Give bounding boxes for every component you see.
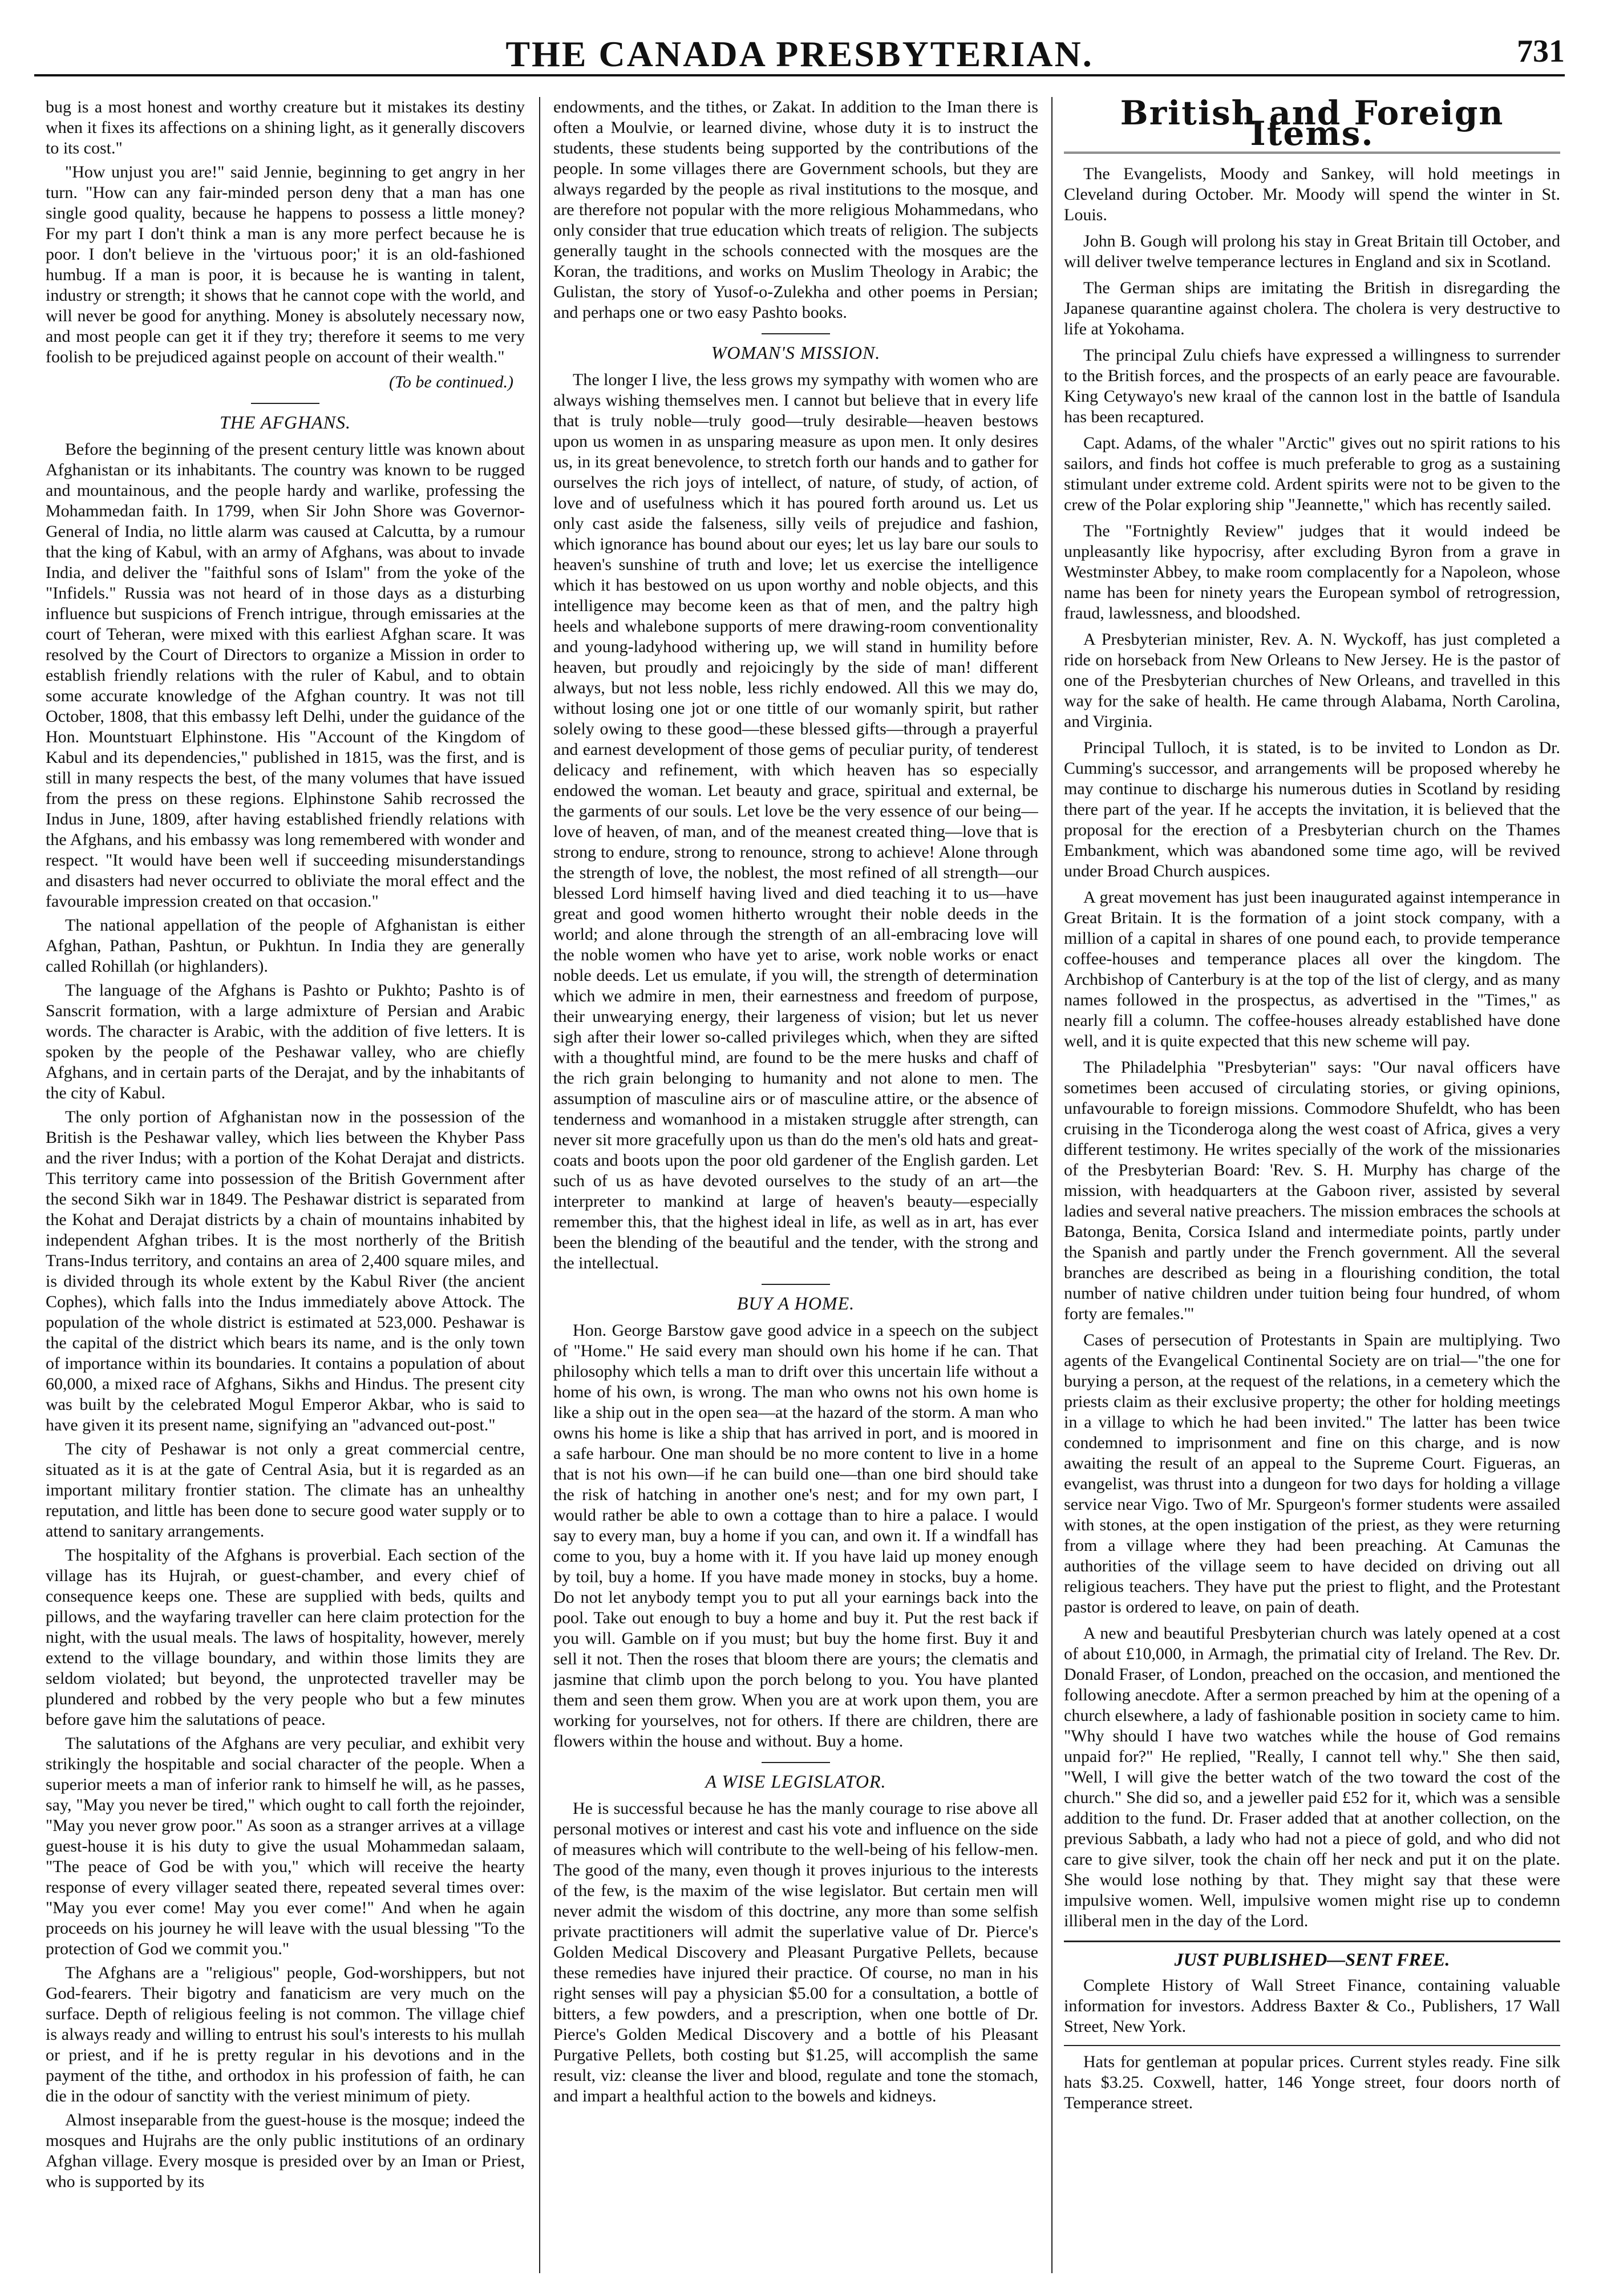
news-item: Capt. Adams, of the whaler "Arctic" gives out no spirit rations to his sailors, and finds hot coffee is much preferable to grog as a sustaining stimulant under extreme cold. Ardent spirits were not to be given to the crew of the Polar exploring ship "Jeannette," which has recently sailed. (1064, 434, 1560, 514)
news-item: Principal Tulloch, it is stated, is to be invited to London as Dr. Cumming's successor, and arrangements will be proposed whereby he may continue to discharge his numerous duties in Scotland by residing there part of the year. If he accepts the invitation, it is believed that the proposal for the erection of a Presbyterian church on the Thames Embankment, which was abandoned some time ago, will be revived under Broad Church auspices. (1064, 738, 1560, 880)
article-paragraph: Almost inseparable from the guest-house is the mosque; indeed the mosques and Hujrahs are the only public institutions of an ordinary Afghan village. Every mosque is presided over by an Iman or Priest, who is supported by its (46, 2111, 525, 2191)
article-paragraph: The hospitality of the Afghans is proverbial. Each section of the village has its Hujrah, or guest-chamber, and every chief of consequence keeps one. These are supplied with beds, quilts and pillows, and the wayfaring traveller can here claim protection for the night, with the usual meals. The laws of hospitality, however, merely extend to the village boundary, and within those limits they are seldom violated; but beyond, the unprotected traveller may be plundered and robbed by the very people who but a few minutes before gave him the salutations of peace. (46, 1546, 525, 1729)
article-paragraph: The salutations of the Afghans are very peculiar, and exhibit very strikingly the hospitable and social character of the people. When a superior meets a man of inferior rank to himself he will, as he passes, say, "May you never be tired," which ought to call forth the rejoinder, "May you never grow poor." As soon as a stranger arrives at a village guest-house it is his duty to give the usual Mohammedan salaam, "The peace of God be with you," which will receive the hearty response of every villager seated there, repeated several times over: "May you ever come! May you ever come!" And when he again proceeds on his journey he will leave with the usual blessing "To the protection of God we commit you." (46, 1734, 525, 1958)
column-2 (553, 97, 1038, 2273)
column-3 (1064, 97, 1560, 2273)
advert-title-just-published: JUST PUBLISHED—SENT FREE. (1064, 1941, 1560, 1970)
story-paragraph: bug is a most honest and worthy creature but it mistakes its destiny when it fixes its affections on a shining light, as it generally discovers to its cost." (46, 98, 525, 157)
advert-text: Complete History of Wall Street Finance, containing valuable information for investors. Address Baxter & Co., Publishers, 17 Wall Street, New York. (1064, 1976, 1560, 2036)
article-paragraph: The Afghans are a "religious" people, God-worshippers, but not God-fearers. Their bigotry and fanaticism are very much on the surface. Depth of religious feeling is not common. The village chief is always ready and willing to entrust his soul's interests to his mullah or priest, and if he is pretty regular in his devotions and in the payment of the tithe, and orthodox in his profession of faith, he can die in the odour of sanctity with the veriest minimum of piety. (46, 1963, 525, 2105)
article-paragraph: The language of the Afghans is Pashto or Pukhto; Pashto is of Sanscrit formation, with a large admixture of Persian and Arabic words. The character is Arabic, with the addition of five letters. It is spoken by the people of the Peshawar valley, who are chiefly Afghans, and in certain parts of the Derajat, and by the inhabitants of the city of Kabul. (46, 981, 525, 1102)
hats-advert: Hats for gentleman at popular prices. Current styles ready. Fine silk hats $3.25. Coxwell, hatter, 146 Yonge street, four doors north of Temperance street. (1064, 2045, 1560, 2113)
page-number: 731 (1517, 34, 1565, 69)
article-paragraph: The national appellation of the people of Afghanistan is either Afghan, Pathan, Pashtun, or Pukhtun. In India they are generally called Rohillah (or highlanders). (46, 916, 525, 976)
news-item: John B. Gough will prolong his stay in Great Britain till October, and will deliver twelve temperance lectures in England and six in Scotland. (1064, 232, 1560, 271)
article-paragraph: He is successful because he has the manly courage to rise above all personal motives or interest and cast his vote and influence on the side of measures which will contribute to the well-being of his fellow-men. The good of the many, even though it proves injurious to the interests of the few, is the maxim of the wise legislator. But certain men will never admit the wisdom of this doctrine, any more than some selfish private practitioners will admit the superlative value of Dr. Pierce's Golden Medical Discovery and Pleasant Purgative Pellets, because these remedies have injured their practice. Of course, no man in his right senses will pay a physician $5.00 for a consultation, a bottle of bitters, a few powders, and a prescription, when one bottle of Dr. Pierce's Golden Medical Discovery and a bottle of his Pleasant Purgative Pellets, both costing but $1.25, will accomplish the same result, viz: cleanse the liver and blood, regulate and tone the stomach, and impart a healthful action to the bowels and kidneys. (553, 1799, 1038, 2105)
news-item: A new and beautiful Presbyterian church was lately opened at a cost of about £10,000, in Armagh, the primatial city of Ireland. The Rev. Dr. Donald Fraser, of London, preached on the occasion, and mentioned the following anecdote. After a sermon preached by him at the opening of a church elsewhere, a lady of fashionable position in society came to him. "Why should I have two watches while the house of God remains unpaid for?" He replied, "Really, I cannot tell why." She then said, "Well, I will give the better watch of the two toward the cost of the church." She did so, and a jeweller paid £52 for it, which was a sensible addition to the fund. Dr. Fraser added that at another collection, on the previous Sabbath, a lady who had not a piece of gold, and who did not care to give silver, took the chain off her neck and put it on the plate. She would lose nothing by that. They might say that these were impulsive women. Well, impulsive women might rise up to condemn illiberal men in the day of the Lord. (1064, 1624, 1560, 1930)
news-item: A great movement has just been inaugurated against intemperance in Great Britain. It is the formation of a joint stock company, with a million of a capital in shares of one pound each, to provide temperance coffee-houses and temperance places all over the kingdom. The Archbishop of Canterbury is at the top of the list of clergy, and as many names followed in the prospectus, as advertised in the "Times," as nearly fill a column. The coffee-houses already established have done well, and it is quite expected that this new scheme will pay. (1064, 888, 1560, 1050)
article-title-womans-mission: WOMAN'S MISSION. (553, 333, 1038, 363)
news-item: The Evangelists, Moody and Sankey, will hold meetings in Cleveland during October. Mr. Moody will spend the winter in St. Louis. (1064, 164, 1560, 224)
column-divider (1051, 97, 1052, 2273)
article-title-buy-a-home: BUY A HOME. (553, 1284, 1038, 1313)
article-paragraph: Hon. George Barstow gave good advice in a speech on the subject of "Home." He said every man should own his home if he can. That philosophy which tells a man to drift over this uncertain life without a home of his own, is wrong. The man who owns not his own home is like a ship out in the open sea—at the hazard of the storm. A man who owns his home is like a ship that has arrived in port, and is moored in a safe harbour. One man should be no more content to live in a home that is not his own—if he can build one—than one bird should take the risk of hatching in another one's nest; and for my own part, I would rather be able to own a cottage than to hire a palace. I would say to every man, buy a home if you can, and own it. If a windfall has come to you, buy a home with it. If you have laid up money enough by toil, buy a home. If you have made money in stocks, buy a home. Do not let anybody tempt you to put all your earnings back into the pool. Take out enough to buy a home and buy it. Put the rest back if you will. Gamble on if you must; but buy the home first. Buy it and sell it not. Then the roses that bloom there are yours; the clematis and jasmine that climb upon the porch belong to you. You have planted them and seen them grow. When you are at work upon them, you are working for yourselves, not for others. If there are children, there are flowers within the house and without. Buy a home. (553, 1321, 1038, 1751)
article-title-wise-legislator: A WISE LEGISLATOR. (553, 1762, 1038, 1792)
article-title-afghans: THE AFGHANS. (46, 403, 525, 432)
article-paragraph: The city of Peshawar is not only a great commercial centre, situated as it is at the gate of Central Asia, but it is regarded as an important military frontier station. The climate has an unhealthy reputation, and little has been done to secure good water supply or to attend to sanitary arrangements. (46, 1440, 525, 1541)
article-paragraph: The only portion of Afghanistan now in the possession of the British is the Peshawar valley, which lies between the Khyber Pass and the river Indus; with a portion of the Kohat Derajat and districts. This territory came into possession of the British Government after the second Sikh war in 1849. The Peshawar district is separated from the Kohat and Derajat districts by a chain of mountains inhabited by independent Afghan tribes. It is the most northerly of the British Trans-Indus territory, and contains an area of 2,400 square miles, and is divided through its whole extent by the Kabul River (the ancient Cophes), which falls into the Indus immediately above Attock. The population of the whole district is estimated at 523,000. Peshawar is the capital of the district which bears its name, and is the only town of importance within its boundaries. It contains a population of about 60,000, a mixed race of Afghans, Sikhs and Hindus. The present city was built by the celebrated Mogul Emperor Akbar, who is said to have given it its present name, signifying an "advanced out-post." (46, 1107, 525, 1434)
british-foreign-items-heading: British and Foreign Items. (1064, 103, 1560, 153)
article-paragraph: endowments, and the tithes, or Zakat. In addition to the Iman there is often a Moulvie, or learned divine, whose duty it is to instruct the students, these students being supported by the contributions of the people. In some villages there are Government schools, but they are always regarded by the people as rival institutions to the mosque, and are therefore not popular with the more religious Mohammedans, who only consider that true education which treats of religion. The subjects generally taught in the schools connected with the mosques are the Koran, the traditions, and works on Muslim Theology in Arabic; the Gulistan, the story of Yusof-o-Zulekha and other poems in Persian; and perhaps one or two easy Pashto books. (553, 98, 1038, 322)
article-paragraph: Before the beginning of the present century little was known about Afghanistan or its inhabitants. The country was known to be rugged and mountainous, and the people hardy and warlike, professing the Mohammedan faith. In 1799, when Sir John Shore was Governor-General of India, no little alarm was caused at Calcutta, by a rumour that the king of Kabul, with an army of Afghans, was about to invade India, and deliver the "faithful sons of Islam" from the yoke of the "Infidels." Russia was not heard of in those days as a disturbing influence but suspicions of French intrigue, through emissaries at the court of Teheran, were mixed with this earliest Afghan scare. It was resolved by the Court of Directors to organize a Mission in order to establish friendly relations with the ruler of Kabul, and to obtain some accurate knowledge of the Afghan country. It was not till October, 1808, that this embassy left Delhi, under the guidance of the Hon. Mountstuart Elphinstone. His "Account of the Kingdom of Kabul and its dependencies," published in 1815, was the first, and is still in many respects the best, of the many volumes that have issued from the press on these regions. Elphinstone Sahib recrossed the Indus in June, 1809, after having established friendly relations with the Afghans, and his embassy was long remembered with wonder and respect. "It would have been well if succeeding misunderstandings and disasters had never occurred to obliviate the moral effect and the favourable impression created on that occasion." (46, 440, 525, 911)
column-divider (539, 97, 540, 2273)
to-be-continued: (To be continued.) (388, 373, 513, 391)
news-item: The "Fortnightly Review" judges that it would indeed be unpleasantly like hypocrisy, after excluding Byron from a grave in Westminster Abbey, to make room complacently for a Napoleon, whose name has been for ninety years the European symbol of retrogression, fraud, lawlessness, and bloodshed. (1064, 522, 1560, 622)
news-item: The principal Zulu chiefs have expressed a willingness to surrender to the British forces, and the prospects of an early peace are favourable. King Cetywayo's new kraal of the cannon lost in the battle of Isandula has been recaptured. (1064, 346, 1560, 426)
news-item: Cases of persecution of Protestants in Spain are multiplying. Two agents of the Evangelical Continental Society are on trial—"the one for burying a person, at the request of the relations, in a cemetery which the priests claim as their exclusive property; the other for holding meetings in a village to which he had been invited." The latter has been twice condemned to imprisonment and fine on this charge, and is now awaiting the result of an appeal to the Supreme Court. Figueras, an evangelist, was thrust into a dungeon for two days for holding a village service near Vigo. Two of Mr. Spurgeon's former students were assailed with stones, at the open instigation of the priest, as they were returning from a village where they had been preaching. At Camunas the authorities of the village seem to have decided on driving out all religious teachers. They have put the priest to flight, and the Protestant pastor is ordered to leave, on pain of death. (1064, 1331, 1560, 1616)
story-paragraph: "How unjust you are!" said Jennie, beginning to get angry in her turn. "How can any fair-minded person deny that a man has one single good quality, because he happens to possess a little money? For my part I don't think a man is any more perfect because he is poor. I don't believe in the 'virtuous poor;' it is an old-fashioned humbug. If a man is poor, it is because he is wanting in talent, industry or strength; it shows that he cannot cope with the world, and will never be good for anything. Money is absolutely necessary now, and most people can get it if they try; therefore it seems to me very foolish to be prejudiced against people on account of their wealth." (46, 163, 525, 366)
newspaper-title: THE CANADA PRESBYTERIAN. (505, 34, 1094, 74)
news-item: The Philadelphia "Presbyterian" says: "Our naval officers have sometimes been accused of circulating stories, or giving opinions, unfavourable to foreign missions. Commodore Shufeldt, who has been cruising in the Ticonderoga along the west coast of Africa, gives a very different testimony. He writes specially of the work of the missionaries of the Presbyterian Board: 'Rev. S. H. Murphy has charge of the mission, with headquarters at the Gaboon river, assisted by several ladies and several native preachers. The mission embraces the schools at Batonga, Benita, Corsica Island and intermediate points, partly under the Spanish and partly under the French government. All the several branches are described as being in a flourishing condition, the total number of native children under tuition being four hundred, of whom forty are females.'" (1064, 1058, 1560, 1323)
news-item: A Presbyterian minister, Rev. A. N. Wyckoff, has just completed a ride on horseback from New Orleans to New Jersey. He is the pastor of one of the Presbyterian churches of New Orleans, and travelled in this way for the sake of health. He came through Alabama, North Carolina, and Virginia. (1064, 630, 1560, 731)
masthead (34, 23, 1565, 76)
article-paragraph: The longer I live, the less grows my sympathy with women who are always wishing themselves men. I cannot but believe that in every life that is truly noble—truly good—truly desirable—heaven bestows upon us women in as unsparing measure as upon men. It only desires us, in its great benevolence, to stretch forth our hands and to gather for ourselves the rich joys of intellect, of nature, of study, of action, of love and of usefulness which it has poured forth around us. Let us only cast aside the falseness, silly veils of prejudice and fashion, which ignorance has bound about our eyes; let us lay bare our souls to heaven's sunshine of truth and love; let us exercise the intelligence which it has bestowed on us upon worthy and noble objects, and this intelligence may become keen as that of men, and the paltry high heels and whalebone supports of mere drawing-room conventionality and young-ladyhood withering up, we will stand in humility before heaven, but proudly and rejoicingly by the side of man! different always, but not less noble, less richly endowed. All this we may do, without losing one jot or one tittle of our womanly spirit, but rather solely owing to these good—these blessed gifts—through a prayerful and earnest development of those gems of peculiar purity, of tenderest delicacy and refinement, with which heaven has so especially endowed the woman. Let beauty and grace, spiritual and external, be the garments of our souls. Let love be the very essence of our being—love of heaven, of man, and of the meanest created thing—love that is strong to endure, strong to renounce, strong to achieve! Alone through the strength of love, the noblest, the most refined of all strength—our blessed Lord himself having lived and died teaching it to us—have great and good women hitherto wrought their noble deeds in the world; and alone through the strength of an all-embracing love will the noble women who have yet to arise, work noble works or enact noble deeds. Let us emulate, if you will, the strength of determination which we admire in men, their earnestness and freedom of purpose, their unwearying energy, their largeness of vision; but let us never sigh after their lower so-called privileges which, when they are sifted with a thoughtful mind, are found to be the mere husks and chaff of the rich grain belonging to humanity and not alone to men. The assumption of masculine airs or of masculine attire, or the absence of tenderness and womanhood in a mistaken struggle after strength, can never sit more gracefully upon us than do the men's old hats and great-coats and boots upon the poor old gardener of the English garden. Let such of us as have devoted ourselves to the study of an art—the interpreter to mankind at large of heaven's beauty—especially remember this, that the highest ideal in life, as well as in art, has ever been the blending of the beautiful and the tender, with the strong and the intellectual. (553, 370, 1038, 1272)
column-1 (46, 97, 525, 2273)
news-item: The German ships are imitating the British in disregarding the Japanese quarantine against cholera. The cholera is very destructive to life at Yokohama. (1064, 278, 1560, 338)
